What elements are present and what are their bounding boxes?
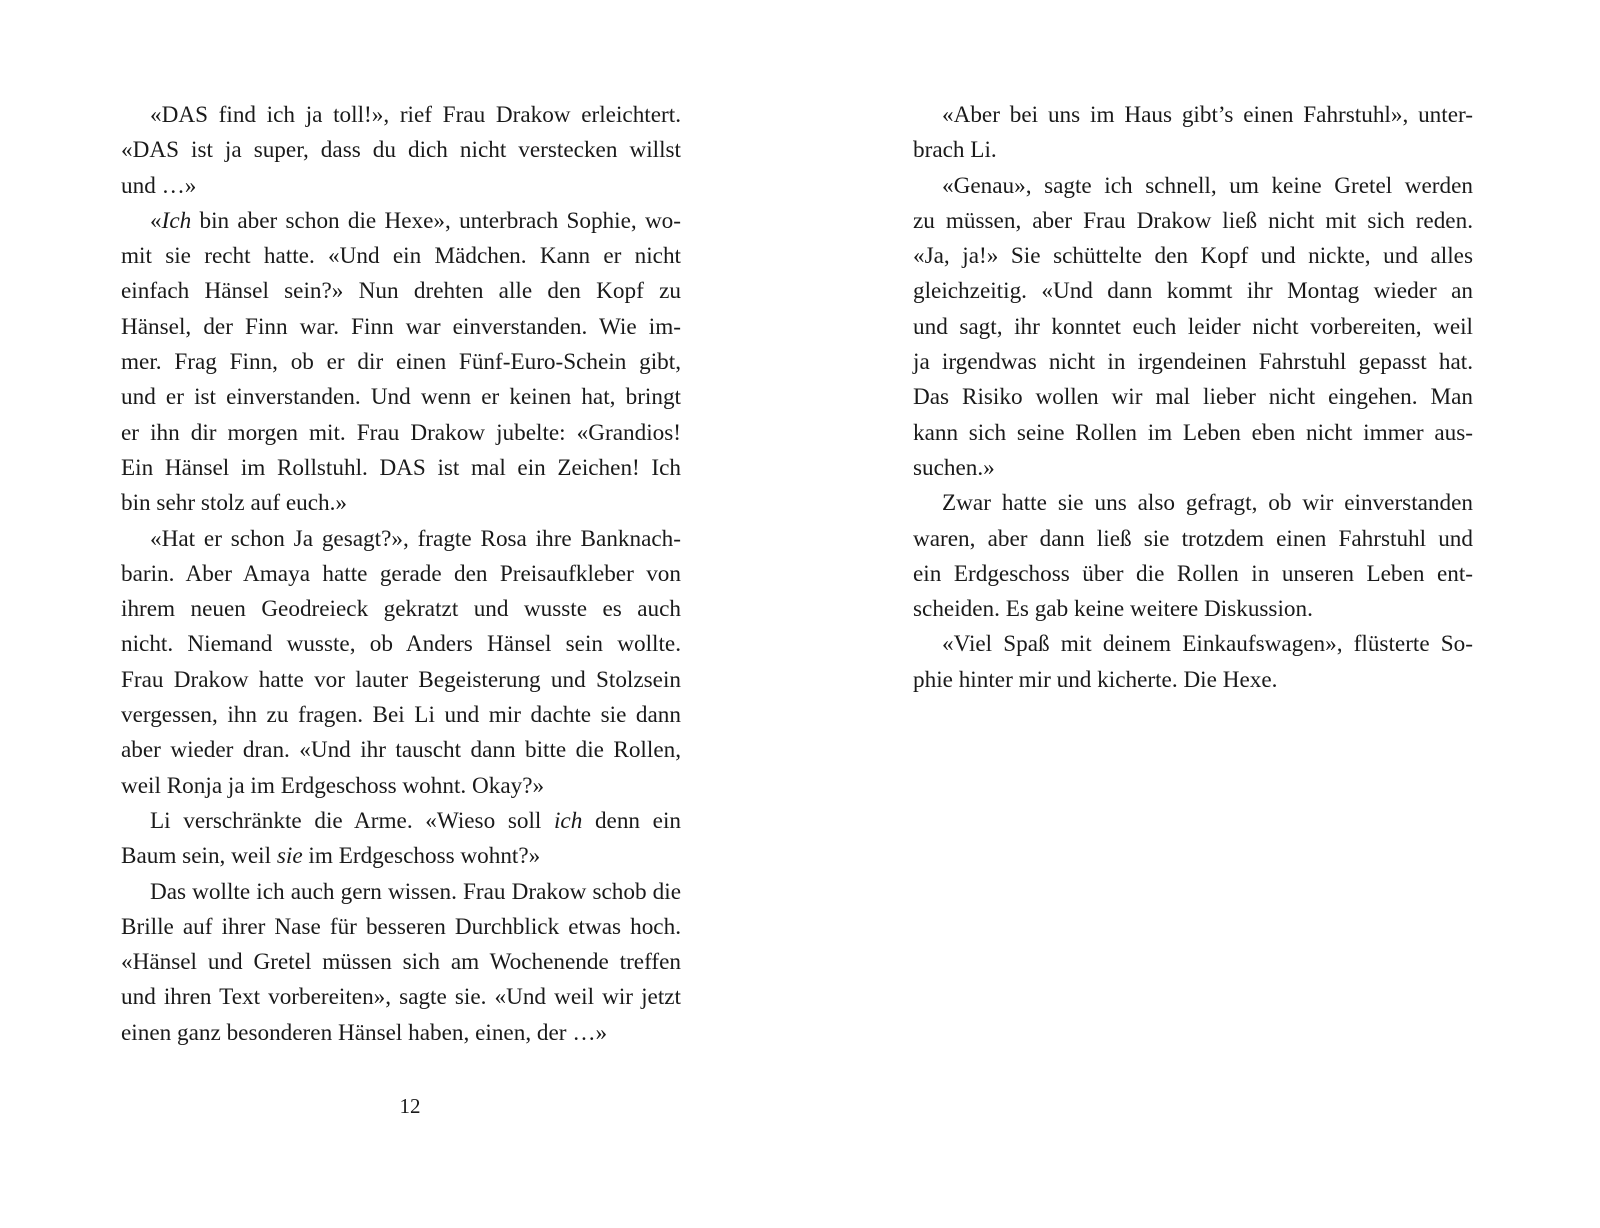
left-page xyxy=(121,98,681,1051)
text-line xyxy=(913,239,1473,274)
text-line xyxy=(121,910,681,945)
text-line xyxy=(121,663,681,698)
text-segment: barin. Aber Amaya hatte gerade den Preisaufkleber von xyxy=(121,560,681,587)
right-page xyxy=(913,98,1473,698)
text-segment: bin sehr stolz auf euch.» xyxy=(121,490,348,517)
text-line xyxy=(121,380,681,415)
text-segment: ihrem neuen Geodreieck gekratzt und wusste es auch xyxy=(121,596,681,623)
text-segment: «DAS find ich ja toll!», rief Frau Drakow erleichtert. xyxy=(150,102,681,128)
italic-text: Ich xyxy=(161,207,192,234)
text-segment: «Aber bei uns im Haus gibt’s einen Fahrstuhl», unter- xyxy=(942,102,1473,128)
text-segment: «Ja, ja!» Sie schüttelte den Kopf und nickte, und alles xyxy=(913,243,1473,270)
text-segment: Das wollte ich auch gern wissen. Frau Drakow schob die xyxy=(150,878,681,905)
text-segment: aber wieder dran. «Und ihr tauscht dann bitte die Rollen, xyxy=(121,737,681,764)
text-line xyxy=(121,169,681,204)
text-line xyxy=(121,839,681,874)
text-segment: vergessen, ihn zu fragen. Bei Li und mir dachte sie dann xyxy=(121,702,681,729)
text-line xyxy=(121,486,681,521)
text-line xyxy=(121,1016,681,1051)
text-segment: Ein Hänsel im Rollstuhl. DAS ist mal ein Zeichen! Ich xyxy=(121,454,681,481)
text-segment: brach Li. xyxy=(913,137,997,164)
text-line xyxy=(913,663,1473,698)
text-segment: Brille auf ihrer Nase für besseren Durchblick etwas hoch. xyxy=(121,913,681,940)
text-segment: zu müssen, aber Frau Drakow ließ nicht mit sich reden. xyxy=(913,207,1473,234)
text-segment: nicht. Niemand wusste, ob Anders Hänsel sein wollte. xyxy=(121,631,681,658)
text-line xyxy=(121,698,681,733)
text-line xyxy=(121,274,681,309)
text-segment: und er ist einverstanden. Und wenn er keinen hat, bringt xyxy=(121,384,681,411)
text-segment: Frau Drakow hatte vor lauter Begeisterung und Stolzsein xyxy=(121,666,681,693)
text-line xyxy=(121,522,681,557)
text-line xyxy=(913,204,1473,239)
text-segment: Hänsel, der Finn war. Finn war einverstanden. Wie im- xyxy=(121,313,681,340)
text-segment: ja irgendwas nicht in irgendeinen Fahrstuhl gepasst hat. xyxy=(913,349,1473,376)
text-line xyxy=(121,733,681,768)
text-line xyxy=(913,345,1473,380)
text-line xyxy=(121,592,681,627)
text-line xyxy=(913,310,1473,345)
text-line xyxy=(121,875,681,910)
text-line xyxy=(121,310,681,345)
text-line xyxy=(121,769,681,804)
text-segment: mit sie recht hatte. «Und ein Mädchen. Kann er nicht xyxy=(121,243,681,270)
text-segment: und sagt, ihr konntet euch leider nicht vorbereiten, weil xyxy=(913,313,1473,340)
text-segment: «Genau», sagte ich schnell, um keine Gretel werden xyxy=(942,172,1473,199)
text-segment: suchen.» xyxy=(913,454,995,481)
text-segment: mer. Frag Finn, ob er dir einen Fünf-Euro-Schein gibt, xyxy=(121,349,681,376)
text-segment: bin aber schon die Hexe», unterbrach Sophie, wo- xyxy=(191,207,681,234)
text-line xyxy=(913,522,1473,557)
text-segment: «Hänsel und Gretel müssen sich am Wochenende treffen xyxy=(121,949,681,976)
text-segment: phie hinter mir und kicherte. Die Hexe. xyxy=(913,666,1278,693)
text-segment: Li verschränkte die Arme. «Wieso soll xyxy=(150,807,554,834)
text-line xyxy=(121,451,681,486)
text-line xyxy=(913,274,1473,309)
text-line xyxy=(121,98,681,133)
text-segment: im Erdgeschoss wohnt?» xyxy=(302,843,541,870)
text-line xyxy=(913,169,1473,204)
text-line xyxy=(913,133,1473,168)
text-segment: denn ein xyxy=(582,807,681,834)
text-segment: «Hat er schon Ja gesagt?», fragte Rosa ihre Banknach- xyxy=(150,525,681,552)
text-segment: und ihren Text vorbereiten», sagte sie. «Und weil wir jetzt xyxy=(121,984,681,1011)
text-line xyxy=(121,804,681,839)
text-segment: kann sich seine Rollen im Leben eben nicht immer aus- xyxy=(913,419,1473,446)
text-line xyxy=(913,98,1473,133)
text-line xyxy=(121,345,681,380)
text-segment: einen ganz besonderen Hänsel haben, einen, der …» xyxy=(121,1019,608,1046)
text-segment: scheiden. Es gab keine weitere Diskussion. xyxy=(913,596,1313,623)
text-segment: weil Ronja ja im Erdgeschoss wohnt. Okay?» xyxy=(121,772,545,799)
text-line xyxy=(121,204,681,239)
italic-text: ich xyxy=(553,807,583,834)
text-line xyxy=(121,627,681,662)
text-segment: Das Risiko wollen wir mal lieber nicht eingehen. Man xyxy=(913,384,1473,411)
text-line xyxy=(913,486,1473,521)
text-line xyxy=(121,557,681,592)
text-segment: gleichzeitig. «Und dann kommt ihr Montag wieder an xyxy=(913,278,1473,305)
text-line xyxy=(913,380,1473,415)
text-segment: und …» xyxy=(121,172,197,199)
text-segment: «DAS ist ja super, dass du dich nicht verstecken willst xyxy=(121,137,681,164)
italic-text: sie xyxy=(276,843,303,870)
text-segment: waren, aber dann ließ sie trotzdem einen Fahrstuhl und xyxy=(913,525,1473,552)
text-line xyxy=(121,945,681,980)
text-segment: einfach Hänsel sein?» Nun drehten alle den Kopf zu xyxy=(121,278,681,305)
text-line xyxy=(913,451,1473,486)
text-segment: «Viel Spaß mit deinem Einkaufswagen», flüsterte So- xyxy=(942,631,1473,658)
text-line xyxy=(913,592,1473,627)
text-line xyxy=(913,416,1473,451)
text-line xyxy=(121,980,681,1015)
text-segment: Baum sein, weil xyxy=(121,843,277,870)
text-segment: Zwar hatte sie uns also gefragt, ob wir einverstanden xyxy=(942,490,1473,517)
text-line xyxy=(913,627,1473,662)
text-segment: « xyxy=(150,207,162,234)
text-line xyxy=(121,133,681,168)
text-segment: ein Erdgeschoss über die Rollen in unseren Leben ent- xyxy=(913,560,1473,587)
text-segment: er ihn dir morgen mit. Frau Drakow jubelte: «Grandios! xyxy=(121,419,681,446)
text-line xyxy=(121,239,681,274)
page-number: 12 xyxy=(399,1094,421,1118)
text-line xyxy=(121,416,681,451)
text-line xyxy=(913,557,1473,592)
